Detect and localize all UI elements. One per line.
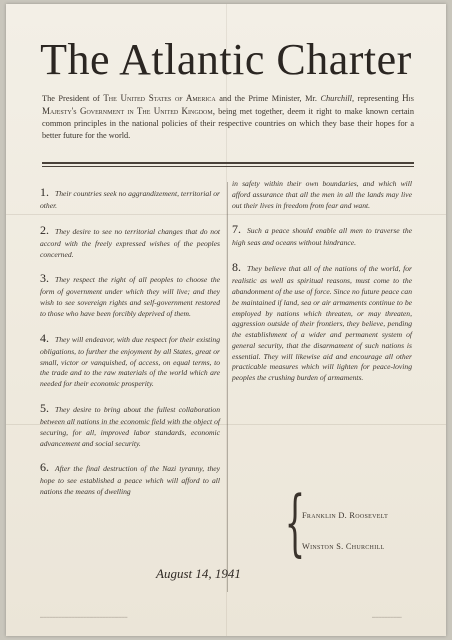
principle-text: They desire to see no territorial changes that do not accord with the freely expressed wishes of the peoples concerned. <box>40 226 220 259</box>
principle-number: 3. <box>40 271 49 286</box>
principle-text: They believe that all of the nations of the world, for realistic as well as spiritual reasons, must come to the abandonment of the use of force. Since no future peace can be maintained if land, sea or air armaments continue to be employed by nations which threaten, or may threaten, aggression outside of their frontiers, they believe, pending the establishment of a wider and permanent system of general security, that the disarmament of such nations is essential. They will likewise aid and encourage all other practicable measures which will lighten for peace-loving peoples the crushing burden of armaments. <box>232 264 412 383</box>
signature-churchill: Winston S. Churchill <box>302 542 385 551</box>
government-name: His Majesty's Government in The United Kingdom, <box>42 93 415 117</box>
principle-number: 8. <box>232 260 241 275</box>
principle-1 <box>40 184 220 212</box>
principle-2 <box>40 222 220 261</box>
right-column <box>232 179 412 394</box>
principle-text: After the final destruction of the Nazi tyranny, they hope to see established a peace which will afford to all nations the means of dwelling <box>40 464 220 497</box>
preamble-text: being met together, deem it right to make known certain common principles in the national policies of their respective countries on which they base their hopes for a better future for the world. <box>42 107 415 141</box>
signature-roosevelt: Franklin D. Roosevelt <box>302 511 389 520</box>
preamble-text: The President of <box>42 94 100 103</box>
principle-text: They will endeavor, with due respect for their existing obligations, to further the enjoyment by all States, great or small, victor or vanquished, of access, on equal terms, to the trade and to the raw materials of the world which are needed for their economic prosperity. <box>40 334 220 389</box>
principle-number: 2. <box>40 222 49 237</box>
principle-text: They respect the right of all peoples to choose the form of government under which they will live; and they wish to see sovereign rights and self-government restored to those who have been forcibly deprived of them. <box>40 275 220 318</box>
principle-3 <box>40 270 220 319</box>
principle-text: They desire to bring about the fullest collaboration between all nations in the economic field with the object of securing, for all, improved labor standards, economic advancement and social security. <box>40 404 220 448</box>
left-column <box>40 184 220 508</box>
printer-imprint: ━━━━━━━━━━━━━━━━━━━━━━━━━━━━━━━━━━━━━━━━━━━━━━━━━━━━━━━━ <box>40 616 128 619</box>
principle-6 <box>40 459 220 498</box>
principle-number: 5. <box>40 400 49 415</box>
signature-brace: { <box>284 480 306 564</box>
principle-number: 1. <box>40 185 49 199</box>
printer-imprint: ━━━━━━━━━━━━━━━━━━━ <box>372 616 402 619</box>
principle-number: 6. <box>40 460 49 475</box>
principle-number: 7. <box>232 222 241 237</box>
charter-date: August 14, 1941 <box>156 566 241 581</box>
title-divider-thin <box>42 166 414 167</box>
preamble-text: representing <box>357 94 399 103</box>
charter-poster <box>6 4 446 636</box>
page-title: The Atlantic Charter <box>40 35 412 84</box>
principle-5 <box>40 400 220 449</box>
principle-number: 4. <box>40 330 49 345</box>
preamble-text: and the Prime Minister, Mr. <box>219 94 317 103</box>
country-name: The United States of America <box>103 93 216 103</box>
principle-8 <box>232 259 412 384</box>
prime-minister-name: Churchill, <box>320 94 355 103</box>
principle-7 <box>232 221 412 249</box>
principle-text: Such a peace should enable all men to traverse the high seas and oceans without hindrance. <box>232 226 412 248</box>
preamble <box>42 92 414 142</box>
principle-6-continued: in safety within their own boundaries, and which will afford assurance that all the men in all the lands may live out their lives in freedom from fear and want. <box>232 179 412 210</box>
column-divider <box>227 182 228 592</box>
title-divider <box>42 162 414 164</box>
principle-text: Their countries seek no aggrandizement, territorial or other. <box>40 189 220 211</box>
principle-4 <box>40 330 220 390</box>
